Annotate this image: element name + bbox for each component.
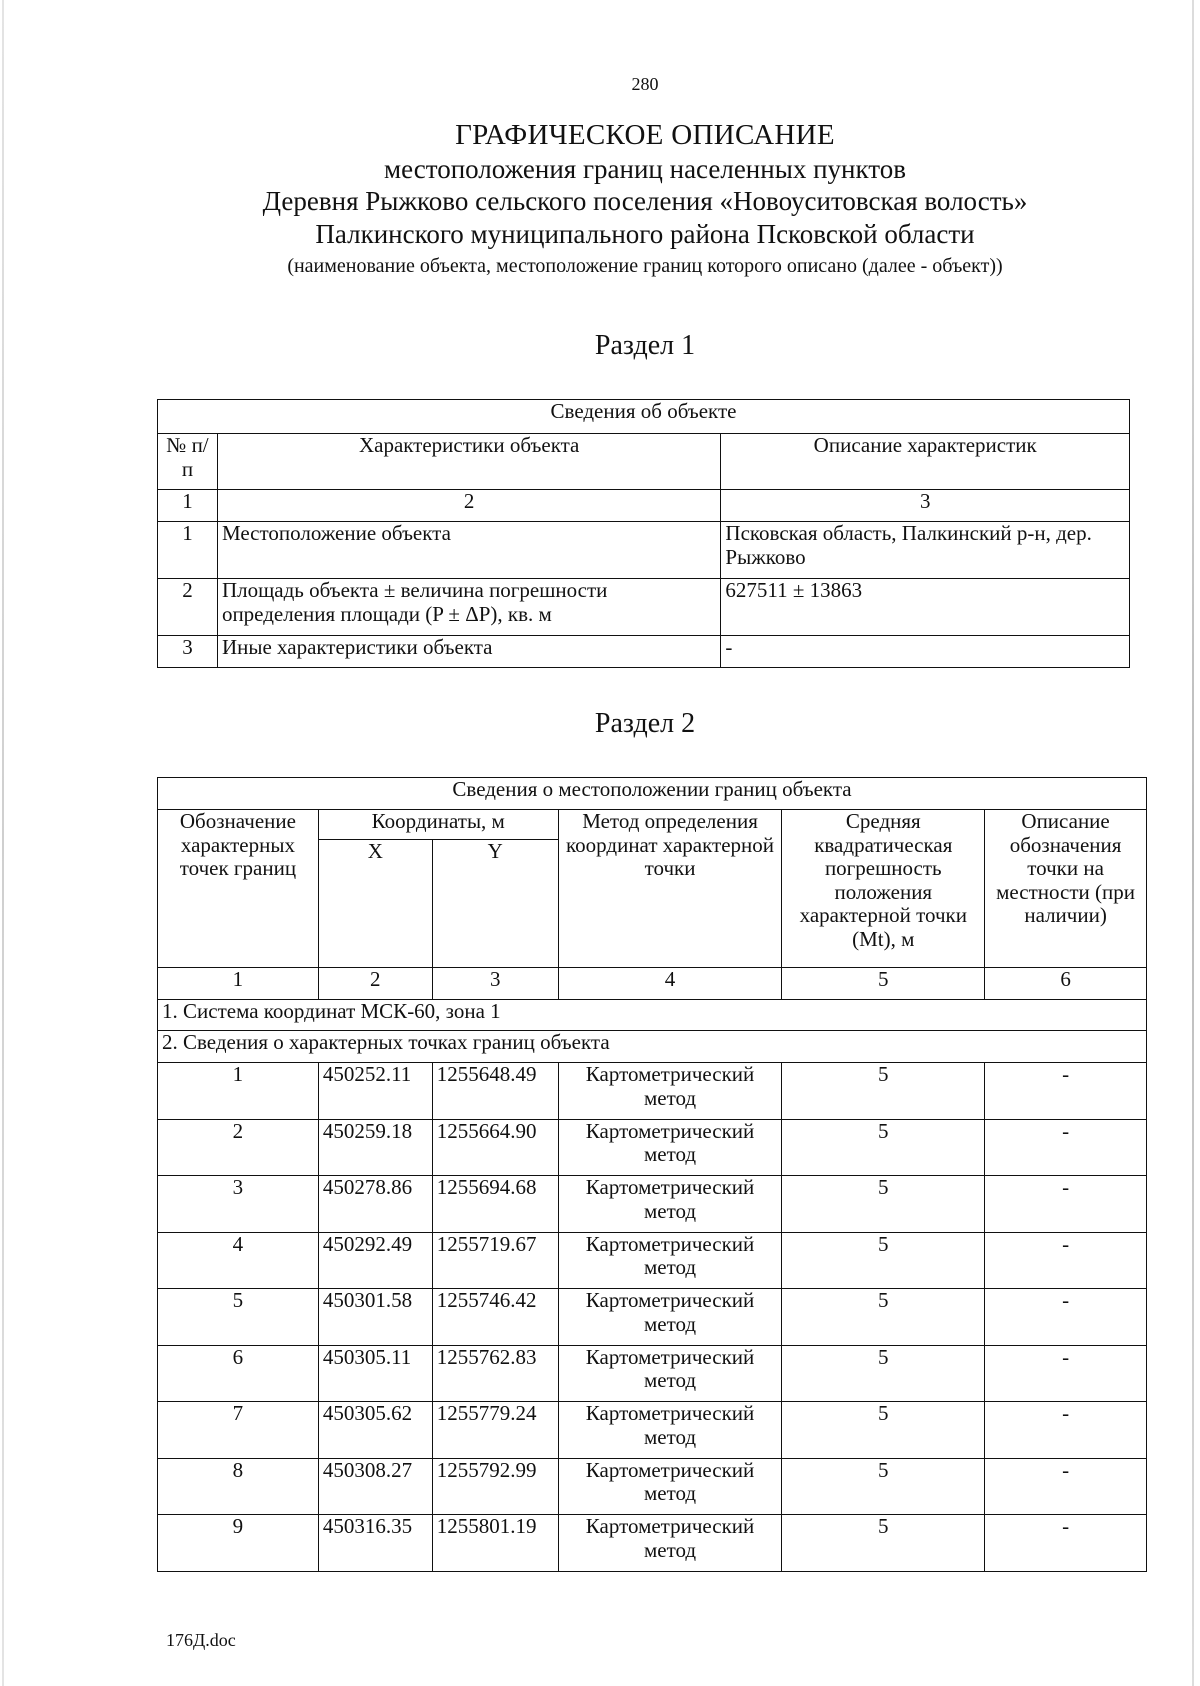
point-description: -	[985, 1232, 1147, 1289]
point-y: 1255694.68	[432, 1176, 558, 1233]
footer-filename: 176Д.doc	[166, 1630, 236, 1650]
table-row	[158, 579, 1130, 636]
point-y: 1255746.42	[432, 1289, 558, 1346]
object-name-note: (наименование объекта, местоположение границ которого описано (далее - объект))	[287, 254, 1003, 277]
point-x: 450316.35	[318, 1515, 432, 1572]
header-coords: Координаты, м	[318, 810, 558, 840]
point-method: Картометрический метод	[558, 1232, 782, 1289]
row-description: Псковская область, Палкинский р-н, дер. Рыжково	[721, 522, 1130, 579]
point-y: 1255648.49	[432, 1063, 558, 1120]
points-info-row: 2. Сведения о характерных точках границ объекта	[158, 1031, 1147, 1063]
row-num: 3	[158, 636, 218, 668]
subtitle-line-2: Деревня Рыжково сельского поселения «Новоуситовская волость»	[262, 186, 1028, 217]
col-number: 2	[318, 968, 432, 1000]
document-title: ГРАФИЧЕСКОЕ ОПИСАНИЕ	[455, 119, 835, 151]
point-y: 1255719.67	[432, 1232, 558, 1289]
point-x: 450305.62	[318, 1402, 432, 1459]
point-method: Картометрический метод	[558, 1289, 782, 1346]
point-id: 6	[158, 1345, 319, 1402]
point-x: 450305.11	[318, 1345, 432, 1402]
point-method: Картометрический метод	[558, 1176, 782, 1233]
col-number: 3	[432, 968, 558, 1000]
point-description: -	[985, 1402, 1147, 1459]
point-accuracy: 5	[782, 1176, 985, 1233]
point-y: 1255664.90	[432, 1119, 558, 1176]
table-row	[158, 1402, 1147, 1459]
point-description: -	[985, 1119, 1147, 1176]
table-row	[158, 1232, 1147, 1289]
point-method: Картометрический метод	[558, 1515, 782, 1572]
header-y: Y	[432, 840, 558, 968]
point-id: 9	[158, 1515, 319, 1572]
point-y: 1255792.99	[432, 1458, 558, 1515]
section1-heading: Раздел 1	[594, 330, 696, 361]
point-id: 5	[158, 1289, 319, 1346]
row-num: 2	[158, 579, 218, 636]
boundary-table-title: Сведения о местоположении границ объекта	[158, 778, 1147, 810]
point-accuracy: 5	[782, 1402, 985, 1459]
point-description: -	[985, 1176, 1147, 1233]
point-accuracy: 5	[782, 1289, 985, 1346]
point-description: -	[985, 1458, 1147, 1515]
row-characteristic: Иные характеристики объекта	[217, 636, 720, 668]
object-info-table	[157, 399, 1130, 668]
header-description: Описание обозначения точки на местности (при наличии)	[985, 810, 1147, 968]
object-table-title: Сведения об объекте	[158, 400, 1130, 434]
point-description: -	[985, 1289, 1147, 1346]
col-number: 5	[782, 968, 985, 1000]
header-accuracy: Средняя квадратическая погрешность положения характерной точки (Mt), м	[782, 810, 985, 968]
header-description: Описание характеристик	[721, 434, 1130, 490]
point-accuracy: 5	[782, 1119, 985, 1176]
table-row	[158, 1345, 1147, 1402]
point-id: 2	[158, 1119, 319, 1176]
row-characteristic: Площадь объекта ± величина погрешности определения площади (P ± ΔP), кв. м	[217, 579, 720, 636]
point-x: 450308.27	[318, 1458, 432, 1515]
page-number: 280	[631, 74, 659, 94]
point-x: 450278.86	[318, 1176, 432, 1233]
header-method: Метод определения координат характерной точки	[558, 810, 782, 968]
boundary-points-table	[157, 777, 1147, 1572]
table-row	[158, 1063, 1147, 1120]
table-row	[158, 522, 1130, 579]
row-description: 627511 ± 13863	[721, 579, 1130, 636]
header-point: Обозначение характерных точек границ	[158, 810, 319, 968]
point-x: 450259.18	[318, 1119, 432, 1176]
table-row	[158, 1515, 1147, 1572]
point-id: 1	[158, 1063, 319, 1120]
point-y: 1255801.19	[432, 1515, 558, 1572]
col-number: 3	[721, 490, 1130, 522]
point-description: -	[985, 1515, 1147, 1572]
points-body	[158, 1063, 1147, 1572]
point-x: 450301.58	[318, 1289, 432, 1346]
col-number: 6	[985, 968, 1147, 1000]
table-row	[158, 1458, 1147, 1515]
table-row	[158, 1289, 1147, 1346]
point-method: Картометрический метод	[558, 1063, 782, 1120]
col-number: 4	[558, 968, 782, 1000]
document-header	[0, 118, 1200, 278]
point-id: 8	[158, 1458, 319, 1515]
row-description: -	[721, 636, 1130, 668]
table-row	[158, 1176, 1147, 1233]
section2-heading: Раздел 2	[594, 708, 696, 739]
table-row	[158, 636, 1130, 668]
coordinate-system-row: 1. Система координат МСК-60, зона 1	[158, 1000, 1147, 1031]
point-x: 450292.49	[318, 1232, 432, 1289]
point-y: 1255762.83	[432, 1345, 558, 1402]
table-row	[158, 1119, 1147, 1176]
point-accuracy: 5	[782, 1345, 985, 1402]
point-y: 1255779.24	[432, 1402, 558, 1459]
col-number: 1	[158, 490, 218, 522]
row-characteristic: Местоположение объекта	[217, 522, 720, 579]
header-x: X	[318, 840, 432, 968]
col-number: 2	[217, 490, 720, 522]
point-method: Картометрический метод	[558, 1402, 782, 1459]
row-num: 1	[158, 522, 218, 579]
point-method: Картометрический метод	[558, 1458, 782, 1515]
point-x: 450252.11	[318, 1063, 432, 1120]
subtitle-line-1: местоположения границ населенных пунктов	[384, 153, 906, 184]
point-accuracy: 5	[782, 1232, 985, 1289]
point-accuracy: 5	[782, 1458, 985, 1515]
point-id: 3	[158, 1176, 319, 1233]
point-id: 4	[158, 1232, 319, 1289]
header-num: № п/п	[158, 434, 218, 490]
point-accuracy: 5	[782, 1515, 985, 1572]
point-id: 7	[158, 1402, 319, 1459]
header-characteristic: Характеристики объекта	[217, 434, 720, 490]
point-accuracy: 5	[782, 1063, 985, 1120]
col-number: 1	[158, 968, 319, 1000]
subtitle-line-3: Палкинского муниципального района Псковской области	[315, 218, 975, 249]
point-description: -	[985, 1345, 1147, 1402]
point-method: Картометрический метод	[558, 1119, 782, 1176]
point-method: Картометрический метод	[558, 1345, 782, 1402]
point-description: -	[985, 1063, 1147, 1120]
